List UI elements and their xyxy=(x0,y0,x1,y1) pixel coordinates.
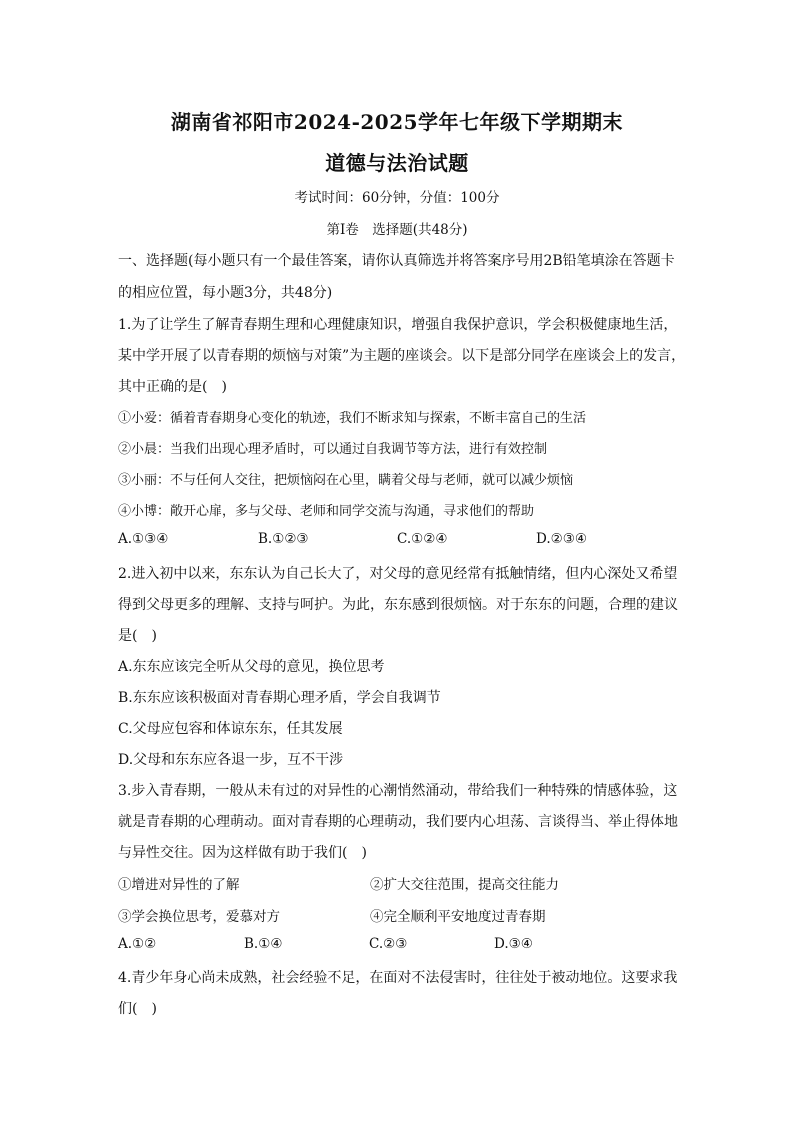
option-b: B.东东应该积极面对青春期心理矛盾，学会自我调节 xyxy=(118,690,441,706)
option-d: D.③④ xyxy=(494,936,533,952)
statement: ①增进对异性的了解 xyxy=(118,877,240,893)
question-stem: 4.青少年身心尚未成熟，社会经验不足，在面对不法侵害时，往往处于被动地位。这要求我 xyxy=(118,970,678,986)
question-stem: 得到父母更多的理解、支持与呵护。为此，东东感到很烦恼。对于东东的问题，合理的建议 xyxy=(118,597,678,613)
option-b: B.①②③ xyxy=(258,531,309,547)
statement: ③学会换位思考，爱慕对方 xyxy=(118,909,280,925)
statement: ④小博：敞开心扉，多与父母、老师和同学交流与沟通，寻求他们的帮助 xyxy=(118,504,535,519)
option-c: C.②③ xyxy=(369,936,408,952)
exam-subtitle: 道德与法治试题 xyxy=(325,151,469,175)
option-a: A.①② xyxy=(118,936,157,952)
section-instruction: 的相应位置，每小题3分，共48分) xyxy=(118,285,333,301)
option-b: B.①④ xyxy=(244,936,283,952)
volume-heading: 第Ⅰ卷 选择题(共48分) xyxy=(326,222,468,238)
question-stem: 2.进入初中以来，东东认为自己长大了，对父母的意见经常有抵触情绪，但内心深处又希望 xyxy=(118,566,678,582)
statement: ②小晨：当我们出现心理矛盾时，可以通过自我调节等方法，进行有效控制 xyxy=(118,442,548,457)
option-a: A.东东应该完全听从父母的意见，换位思考 xyxy=(118,659,385,675)
question-stem: 3.步入青春期，一般从未有过的对异性的心潮悄然涌动，带给我们一种特殊的情感体验，这 xyxy=(118,783,678,799)
question-stem: 们( ) xyxy=(118,1001,157,1017)
section-instruction: 一、选择题(每小题只有一个最佳答案，请你认真筛选并将答案序号用2B铅笔填涂在答题卡 xyxy=(118,253,675,269)
option-d: D.②③④ xyxy=(536,531,587,547)
option-c: C.①②④ xyxy=(397,531,448,547)
exam-title: 湖南省祁阳市2024-2025学年七年级下学期期末 xyxy=(170,110,624,134)
question-stem: 1.为了让学生了解青春期生理和心理健康知识，增强自我保护意识，学会积极健康地生活， xyxy=(118,317,678,333)
question-stem: 就是青春期的心理萌动。面对青春期的心理萌动，我们要内心坦荡、言谈得当、举止得体地 xyxy=(118,814,678,830)
question-stem: 是( ) xyxy=(118,628,157,644)
option-c: C.父母应包容和体谅东东，任其发展 xyxy=(118,721,343,737)
question-stem: 某中学开展了以青春期的烦恼与对策”为主题的座谈会。以下是部分同学在座谈会上的发言， xyxy=(118,348,686,364)
question-stem: 与异性交往。因为这样做有助于我们( ) xyxy=(118,845,367,861)
statement: ②扩大交往范围，提高交往能力 xyxy=(370,877,559,893)
question-stem: 其中正确的是( ) xyxy=(118,379,227,395)
statement: ③小丽：不与任何人交往，把烦恼闷在心里，瞒着父母与老师，就可以减少烦恼 xyxy=(118,473,574,488)
option-d: D.父母和东东应各退一步，互不干涉 xyxy=(118,752,344,768)
statement: ①小爱：循着青春期身心变化的轨迹，我们不断求知与探索，不断丰富自己的生活 xyxy=(118,411,587,426)
statement: ④完全顺利平安地度过青春期 xyxy=(370,909,546,925)
exam-info: 考试时间：60分钟，分值：100分 xyxy=(294,190,500,206)
option-a: A.①③④ xyxy=(118,531,169,547)
